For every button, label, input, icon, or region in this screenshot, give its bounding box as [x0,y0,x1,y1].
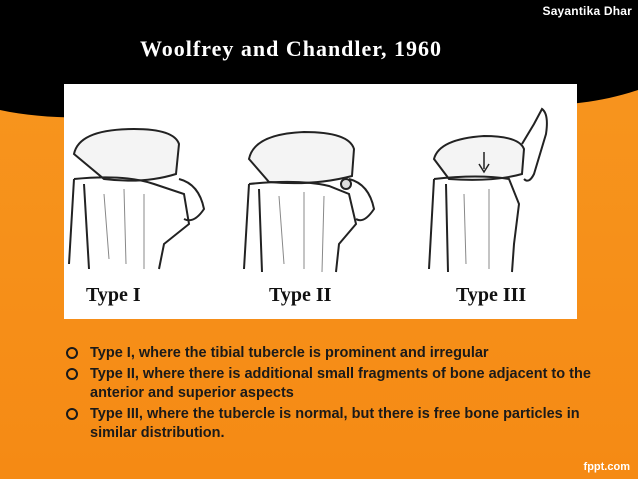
figure-label-type-ii: Type II [269,284,332,306]
figure-label-type-iii: Type III [456,284,527,306]
bullet-list [64,344,604,445]
type-ii-diagram [244,132,374,272]
footer-brand: fppt.com [583,461,630,473]
type-i-diagram [69,129,204,269]
circle-bullet-icon [66,408,78,420]
circle-bullet-icon [66,368,78,380]
circle-bullet-icon [66,347,78,359]
bullet-item-type-i [64,344,604,363]
bullet-item-type-ii [64,365,604,403]
bullet-item-type-iii [64,405,604,443]
type-iii-diagram [429,109,547,272]
slide-title: Woolfrey and Chandler, 1960 [140,36,443,61]
bullet-text: Type II, where there is additional small fragments of bone adjacent to the anterior and superior aspects [90,366,591,401]
bullet-text: Type I, where the tibial tubercle is prominent and irregular [90,345,489,361]
bullet-text: Type III, where the tubercle is normal, but there is free bone particles in similar distribution. [90,406,580,441]
author-name: Sayantika Dhar [542,4,632,18]
figure-label-type-i: Type I [86,284,141,306]
classification-figure [64,84,577,319]
